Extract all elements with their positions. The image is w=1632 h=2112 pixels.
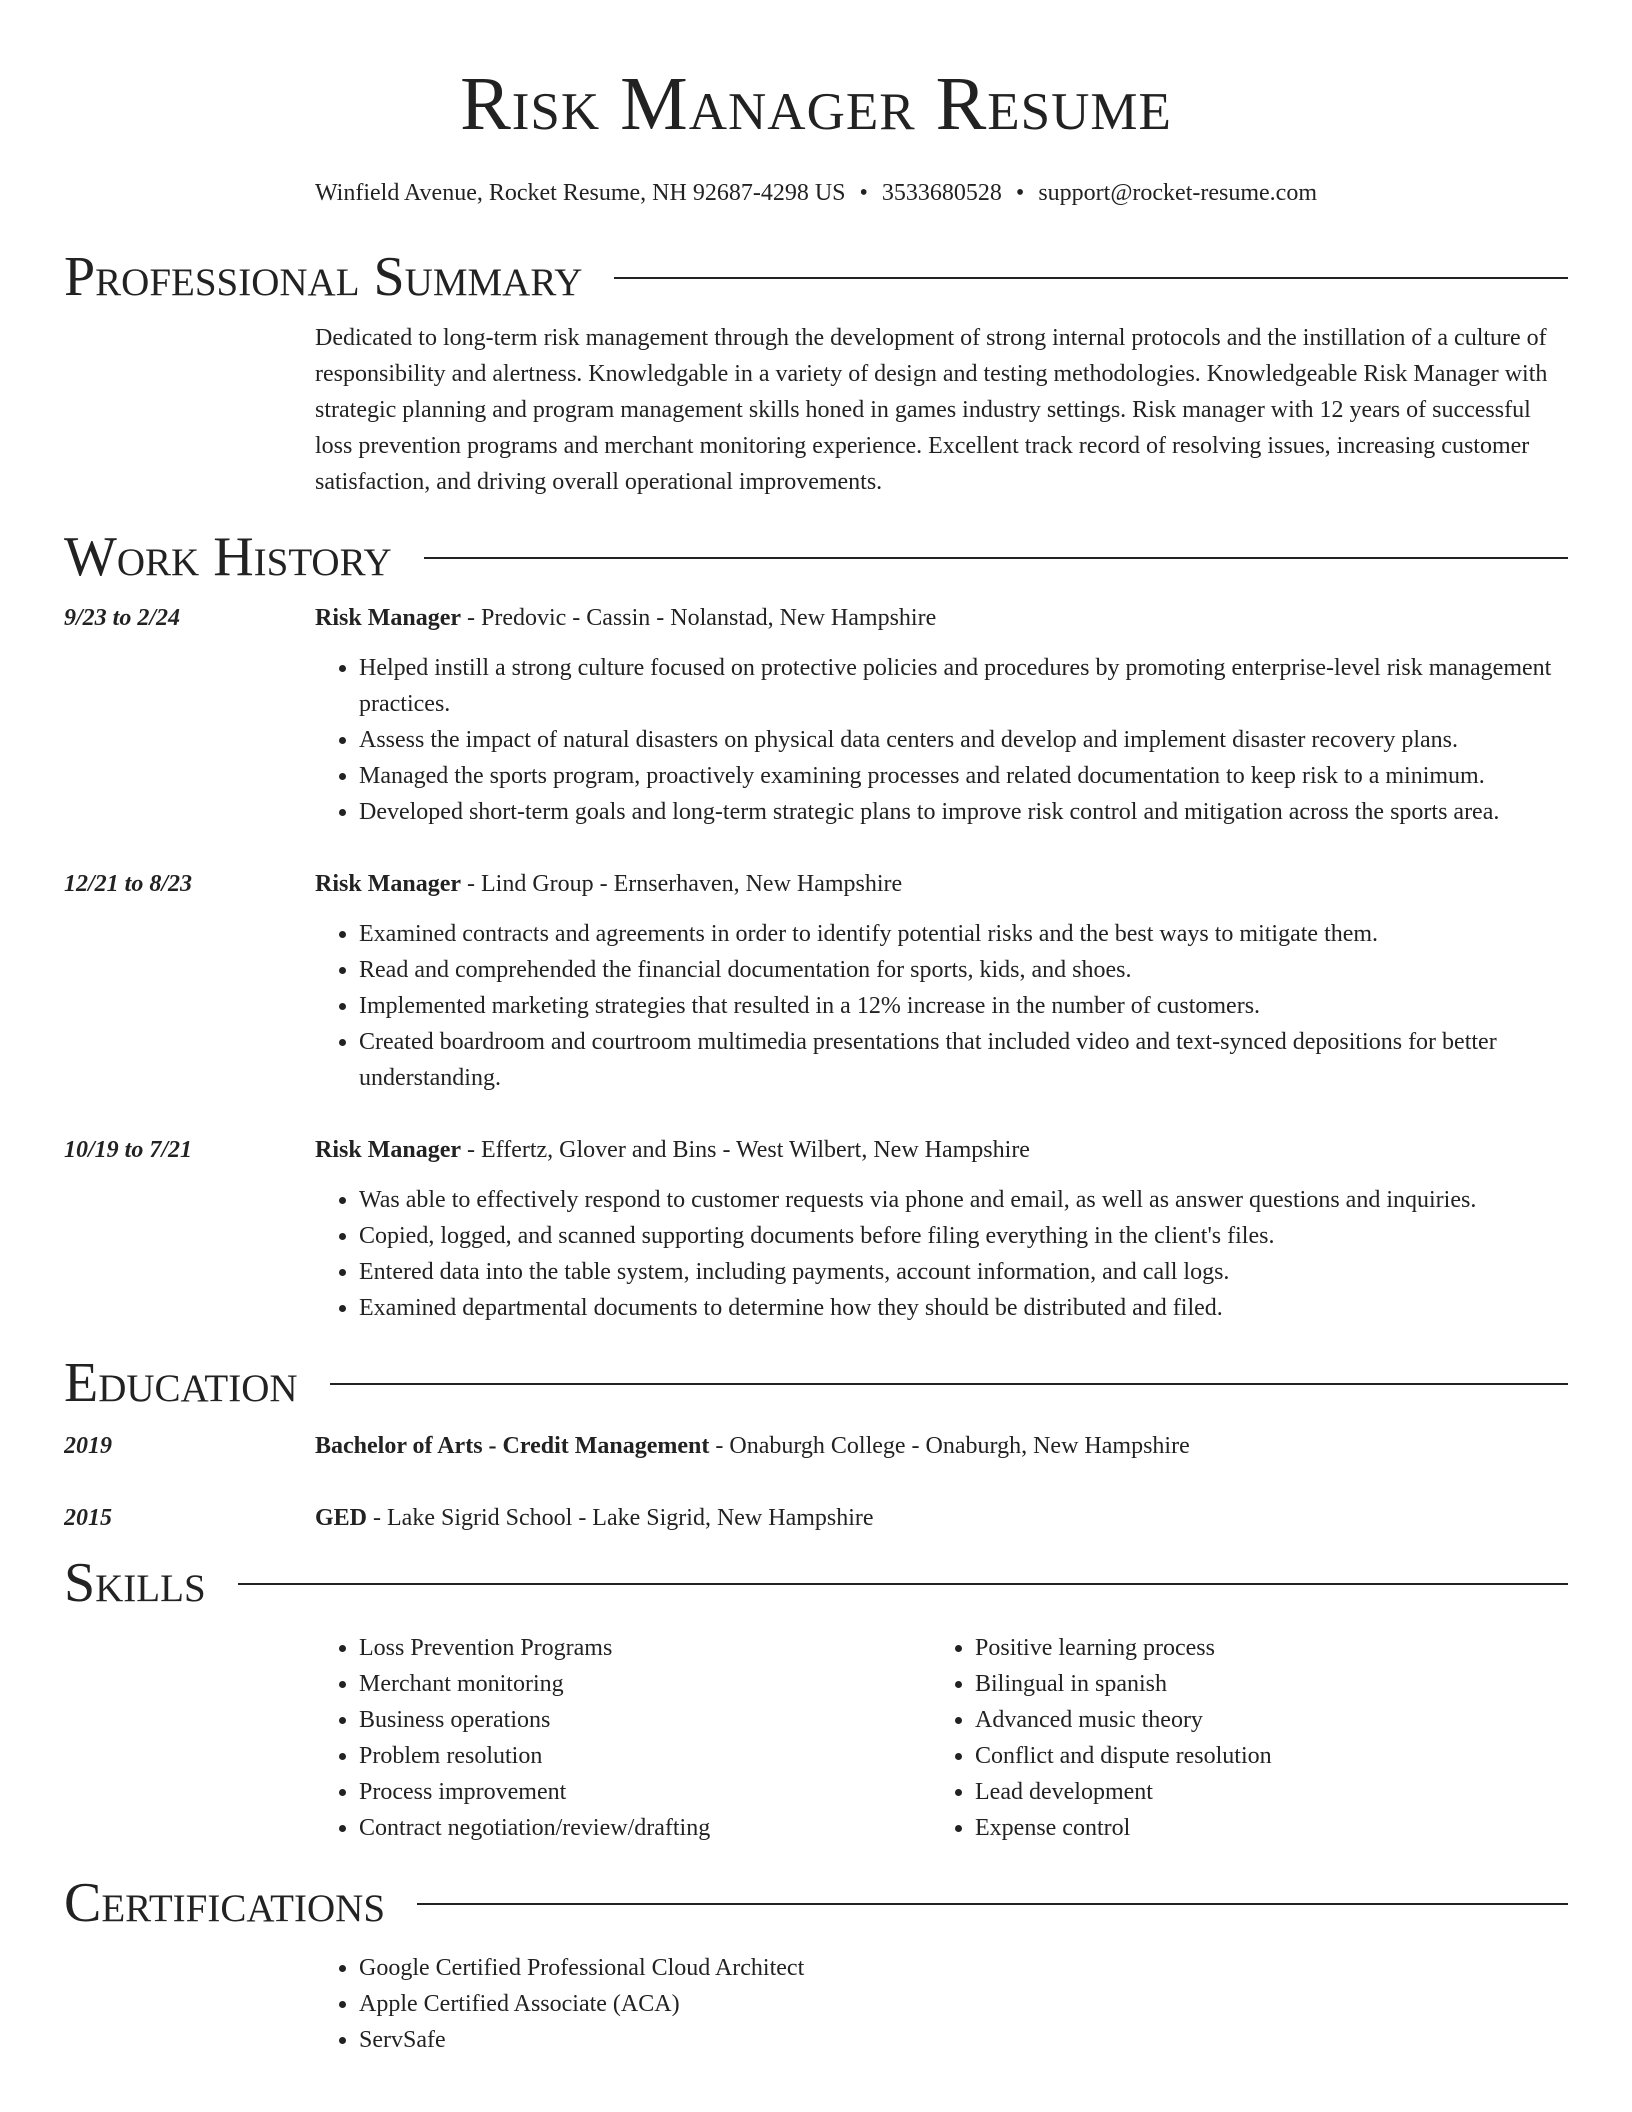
list-item: • Bilingual in spanish xyxy=(975,1666,1547,1702)
list-item: • Examined contracts and agreements in order to identify potential risks and the best ways to mitigate them. xyxy=(359,916,1568,952)
certifications-section xyxy=(64,1868,1568,2058)
skills-title: Skills xyxy=(64,1552,206,1614)
list-item: • Contract negotiation/review/drafting xyxy=(359,1810,931,1846)
education-details: - Onaburgh College - Onaburgh, New Hampshire xyxy=(709,1433,1190,1459)
education-entry xyxy=(64,1500,1568,1536)
job-heading xyxy=(315,600,1568,636)
work-history-header xyxy=(64,522,1568,592)
list-item: • Problem resolution xyxy=(359,1738,931,1774)
job-heading xyxy=(315,1132,1568,1168)
education-details: - Lake Sigrid School - Lake Sigrid, New Hampshire xyxy=(367,1505,874,1531)
list-item: • ServSafe xyxy=(359,2022,1568,2058)
education-year: 2015 xyxy=(64,1505,112,1531)
job-entry xyxy=(64,866,1568,1096)
education-degree: Bachelor of Arts - Credit Management xyxy=(315,1433,710,1459)
job-dates: 9/23 to 2/24 xyxy=(64,605,181,631)
skills-header xyxy=(64,1548,1568,1618)
education-year: 2019 xyxy=(64,1433,112,1459)
list-item: • Read and comprehended the financial documentation for sports, kids, and shoes. xyxy=(359,952,1568,988)
resume-page xyxy=(64,0,1568,2112)
contact-address: Winfield Avenue, Rocket Resume, NH 92687-4298 US xyxy=(314,180,846,206)
section-divider xyxy=(330,1383,1568,1385)
job-body xyxy=(315,866,1568,1096)
list-item: • Google Certified Professional Cloud Architect xyxy=(359,1950,1568,1986)
list-item: • Apple Certified Associate (ACA) xyxy=(359,1986,1568,2022)
list-item: • Advanced music theory xyxy=(975,1702,1547,1738)
skills-list xyxy=(931,1630,1547,1846)
job-role: Risk Manager xyxy=(315,1137,461,1163)
job-body xyxy=(315,1132,1568,1326)
education-section xyxy=(64,1348,1568,1536)
contact-separator: • xyxy=(1015,180,1025,206)
job-heading xyxy=(315,866,1568,902)
skills-list xyxy=(315,1630,931,1846)
job-entry xyxy=(64,600,1568,830)
education-body xyxy=(315,1500,1568,1536)
list-item: • Loss Prevention Programs xyxy=(359,1630,931,1666)
certifications-title: Certifications xyxy=(64,1872,386,1934)
education-title: Education xyxy=(64,1352,298,1414)
list-item: • Entered data into the table system, including payments, account information, and call logs. xyxy=(359,1254,1568,1290)
work-history-section xyxy=(64,522,1568,1326)
list-item: • Assess the impact of natural disasters on physical data centers and develop and implement disaster recovery plans. xyxy=(359,722,1568,758)
job-entry xyxy=(64,1132,1568,1326)
skills-columns xyxy=(315,1630,1568,1846)
job-bullets xyxy=(315,916,1568,1096)
summary-text: Dedicated to long-term risk management through the development of strong internal protocols and the instillation of a culture of responsibility and alertness. Knowledgable in a variety of design and testing methodologies. Knowledgeable Risk Manager with strategic planning and program management skills honed in games industry settings. Risk manager with 12 years of successful loss prevention programs and merchant monitoring experience. Excellent track record of resolving issues, increasing customer satisfaction, and driving overall operational improvements. xyxy=(315,325,1548,495)
education-body xyxy=(315,1428,1568,1464)
skills-column-right xyxy=(931,1630,1547,1846)
contact-line xyxy=(64,178,1568,208)
contact-email: support@rocket-resume.com xyxy=(1038,180,1317,206)
job-details: - Lind Group - Ernserhaven, New Hampshire xyxy=(461,871,903,897)
list-item: • Examined departmental documents to determine how they should be distributed and filed. xyxy=(359,1290,1568,1326)
list-item: • Created boardroom and courtroom multimedia presentations that included video and text-synced depositions for better understanding. xyxy=(359,1024,1568,1096)
list-item: • Business operations xyxy=(359,1702,931,1738)
education-degree: GED xyxy=(315,1505,368,1531)
list-item: • Conflict and dispute resolution xyxy=(975,1738,1547,1774)
list-item: • Lead development xyxy=(975,1774,1547,1810)
job-role: Risk Manager xyxy=(315,871,461,897)
list-item: • Merchant monitoring xyxy=(359,1666,931,1702)
list-item: • Was able to effectively respond to customer requests via phone and email, as well as answer questions and inquiries. xyxy=(359,1182,1568,1218)
section-divider xyxy=(614,277,1568,279)
resume-name: Risk Manager Resume xyxy=(460,62,1172,146)
list-item: • Implemented marketing strategies that resulted in a 12% increase in the number of customers. xyxy=(359,988,1568,1024)
list-item: • Expense control xyxy=(975,1810,1547,1846)
summary-title: Professional Summary xyxy=(64,246,583,308)
certifications-list-wrap xyxy=(315,1950,1568,2058)
education-header xyxy=(64,1348,1568,1418)
certifications-header xyxy=(64,1868,1568,1938)
summary-section xyxy=(64,242,1568,500)
section-divider xyxy=(238,1583,1568,1585)
list-item: • Managed the sports program, proactively examining processes and related documentation to keep risk to a minimum. xyxy=(359,758,1568,794)
list-item: • Process improvement xyxy=(359,1774,931,1810)
list-item: • Copied, logged, and scanned supporting documents before filing everything in the client's files. xyxy=(359,1218,1568,1254)
skills-section xyxy=(64,1548,1568,1846)
job-body xyxy=(315,600,1568,830)
section-divider xyxy=(424,557,1568,559)
list-item: • Developed short-term goals and long-term strategic plans to improve risk control and mitigation across the sports area. xyxy=(359,794,1568,830)
list-item: • Helped instill a strong culture focused on protective policies and procedures by promoting enterprise-level risk management practices. xyxy=(359,650,1568,722)
section-divider xyxy=(417,1903,1568,1905)
job-details: - Effertz, Glover and Bins - West Wilbert, New Hampshire xyxy=(461,1137,1030,1163)
contact-phone: 3533680528 xyxy=(881,180,1002,206)
skills-column-left xyxy=(315,1630,931,1846)
job-dates: 12/21 to 8/23 xyxy=(64,871,193,897)
work-history-title: Work History xyxy=(64,526,392,588)
job-details: - Predovic - Cassin - Nolanstad, New Hampshire xyxy=(461,605,937,631)
job-bullets xyxy=(315,1182,1568,1326)
contact-separator: • xyxy=(859,180,868,206)
job-bullets xyxy=(315,650,1568,830)
job-dates: 10/19 to 7/21 xyxy=(64,1137,193,1163)
job-role: Risk Manager xyxy=(315,605,461,631)
list-item: • Positive learning process xyxy=(975,1630,1547,1666)
summary-header xyxy=(64,242,1568,312)
education-entry xyxy=(64,1428,1568,1464)
certifications-list xyxy=(315,1950,1568,2058)
